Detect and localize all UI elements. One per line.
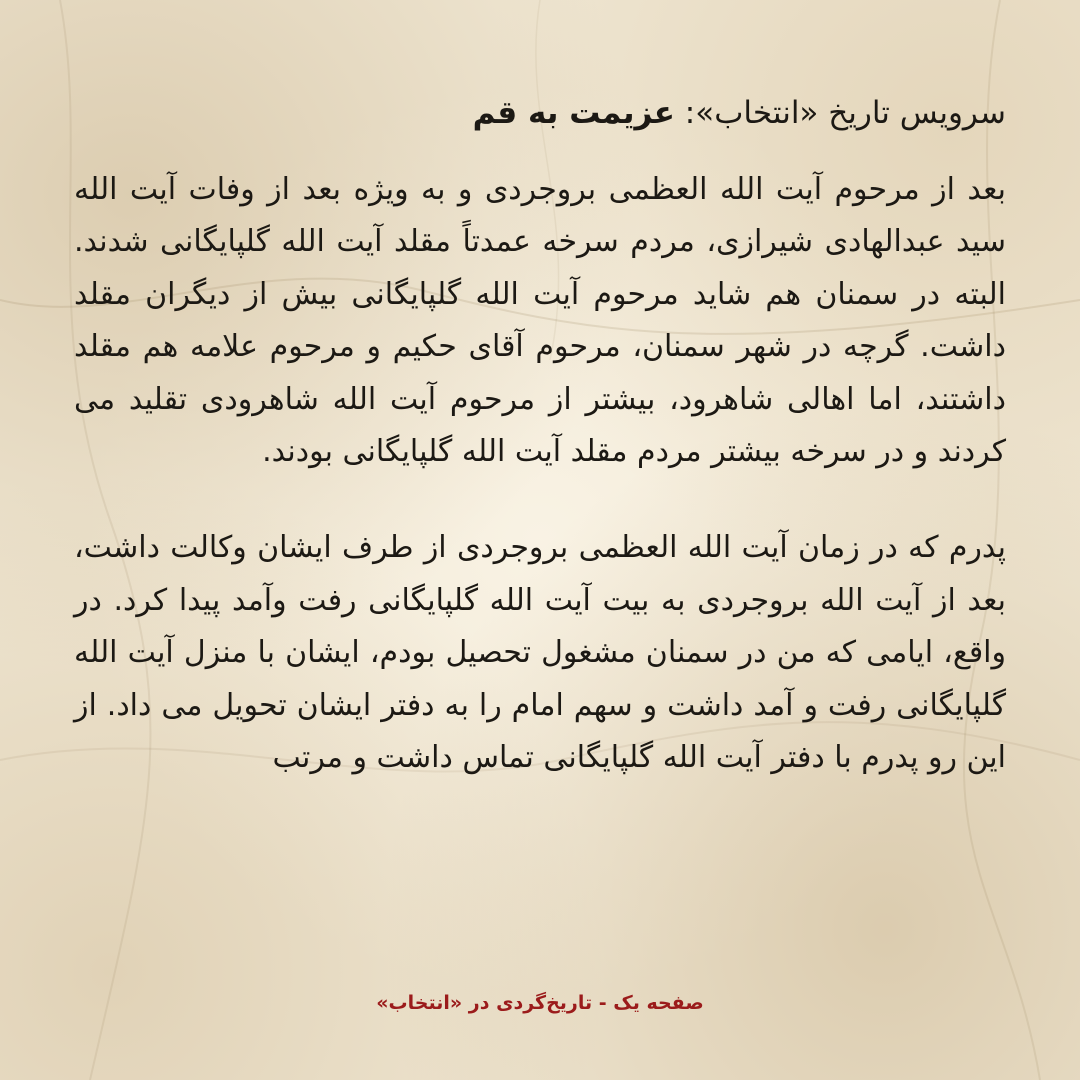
article-title: عزیمت به قم xyxy=(472,95,675,131)
article-heading xyxy=(74,84,1006,142)
service-label: سرویس تاریخ «انتخاب»: xyxy=(674,95,1006,131)
paragraph-1: بعد از مرحوم آیت الله العظمی بروجردی و به ویژه بعد از وفات آیت الله سید عبدالهادی شیرازی، مردم سرخه عمدتاً مقلد آیت الله گلپایگانی شدند. البته در سمنان هم شاید مرحوم آیت الله گلپایگانی بیش از دیگران مقلد داشت. گرچه در شهر سمنان، مرحوم آقای حکیم و مرحوم علامه هم مقلد داشتند، اما اهالی شاهرود، بیشتر از مرحوم آیت الله شاهرودی تقلید می کردند و در سرخه بیشتر مردم مقلد آیت الله گلپایگانی بودند. xyxy=(74,172,1006,470)
page-footer: صفحه یک - تاریخ‌گردی در «انتخاب» xyxy=(376,992,704,1014)
paragraph-2: پدرم که در زمان آیت الله العظمی بروجردی از طرف ایشان وکالت داشت، بعد از آیت الله بروجردی به بیت آیت الله گلپایگانی رفت وآمد پیدا کرد. در واقع، ایامی که من در سمنان مشغول تحصیل بودم، ایشان با منزل آیت الله گلپایگانی رفت و آمد داشت و سهم امام را به دفتر ایشان تحویل می داد. از این رو پدرم با دفتر آیت الله گلپایگانی تماس داشت و مرتب xyxy=(74,530,1006,776)
article xyxy=(74,84,1006,784)
